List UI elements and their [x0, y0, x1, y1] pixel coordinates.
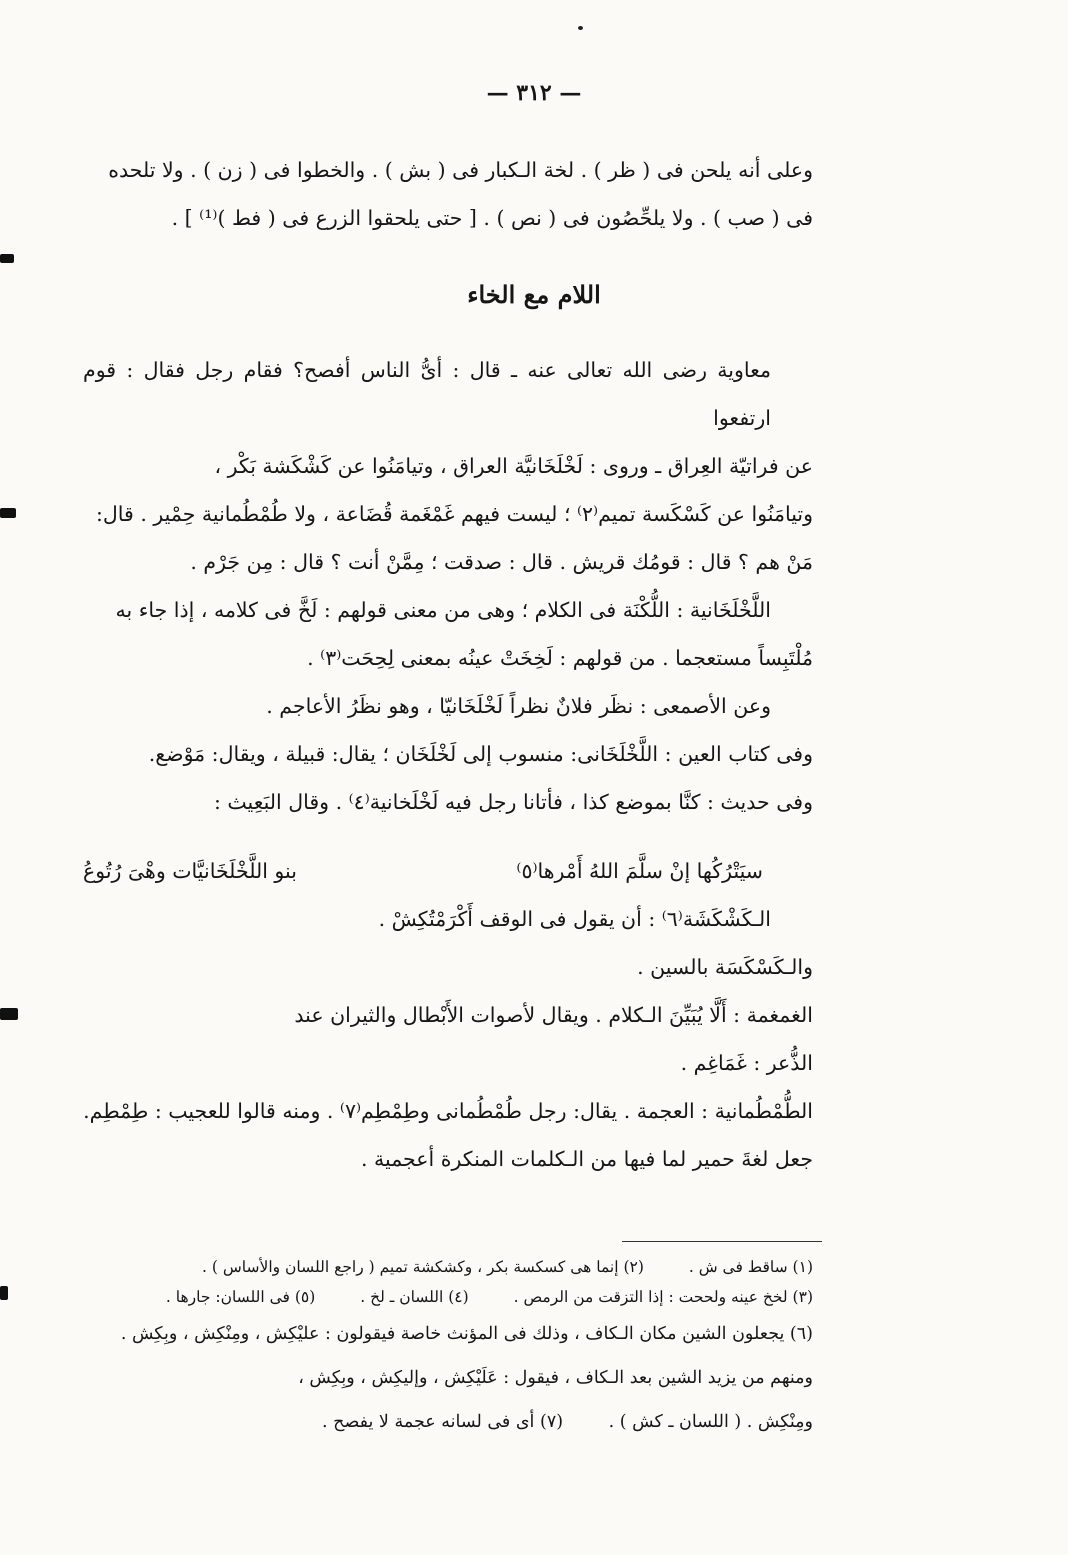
page-number: — ٣١٢ — [486, 80, 582, 106]
text-line: معاوية رضى الله تعالى عنه ـ قال : أىُّ الناس أفصح؟ فقام رجل فقال : قوم ارتفعوا [83, 358, 771, 430]
footnote-line [83, 1252, 813, 1282]
ink-speck [578, 26, 583, 30]
poem-second-hemistich: بنو اللَّخْلَخَانيَّات وهْىَ رُتُوعُ [83, 859, 297, 883]
footnote-line [83, 1282, 813, 1312]
continuation-text [83, 146, 813, 242]
main-text [83, 346, 813, 826]
footnote-5: (٥) فى اللسان: جارها . [165, 1288, 316, 1306]
footnote-6-line: (٦) يجعلون الشين مكان الـكاف ، وذلك فى المؤنث خاصة فيقولون : عليْكِش ، ومِنْكِش ، وبِكِش . [120, 1324, 813, 1344]
main-text-continued [83, 895, 813, 1183]
footnote-3: (٣) لخخ عينه ولححت : إذا التزقت من الرمص . [513, 1288, 813, 1306]
footnote-7: (٧) أى فى لسانه عجمة لا يفصح . [322, 1412, 564, 1432]
text-line: الطُّمْطُمانية : العجمة . يقال: رجل طُمْطُمانى وطِمْطِم⁽٧⁾ . ومنه قالوا للعجيب : طِمْطِم. [83, 1099, 813, 1123]
scan-edge-mark [0, 1286, 8, 1300]
text-line: والـكَسْكَسَة بالسين . [637, 955, 813, 979]
section-heading: اللام مع الخاء [467, 280, 601, 309]
text-line: جعل لغةَ حمير لما فيها من الـكلمات المنكرة أعجمية . [360, 1147, 813, 1171]
text-line: الذُّعر : غَمَاغِم . [680, 1051, 813, 1075]
poem-first-hemistich: سيَتْرُكُها إنْ سلَّمَ اللهُ أَمْرها⁽٥⁾ [516, 859, 763, 883]
footnotes [83, 1252, 813, 1444]
text-line: وعن الأصمعى : نظَر فلانٌ نظراً لَخْلَخَانيّا ، وهو نظَرُ الأعاجم . [266, 694, 771, 718]
text-line: الـكَشْكَشَة⁽٦⁾ : أن يقول فى الوقف أَكْرَمْتُكِشْ . [378, 907, 771, 931]
text-line: عن فراتيّة العِراق ـ وروى : لَخْلَخَانيَّة العراق ، وتيامَنُوا عن كَشْكَشة بَكْر ، [214, 454, 813, 478]
text-line: اللَّخْلَخَانية : اللُّكْنَة فى الكلام ؛ وهى من معنى قولهم : لَخَّ فى كلامه ، إذا جاء به [115, 598, 771, 622]
text-line: فى ( صب ) . ولا يلحِّصُون فى ( نص ) . [ حتى يلحقوا الزرع فى ( فط )⁽¹⁾ ] . [171, 206, 813, 230]
scan-edge-mark [0, 508, 16, 518]
text-line: مُلْتَبِساً مستعجما . من قولهم : لَخِخَتْ عينُه بمعنى لِحِحَت⁽٣⁾ . [307, 646, 813, 670]
poem-verse [83, 847, 813, 895]
footnote-6-line: ومنهم من يزيد الشين بعد الـكاف ، فيقول : عَلَيْكِش ، وإليكِش ، وبِكِش ، [298, 1368, 813, 1388]
footnote-6-end: ومِنْكِش . ( اللسان ـ كش ) . [608, 1412, 813, 1432]
footnote-2: (٢) إنما هى كسكسة بكر ، وكشكشة تميم ( راجع اللسان والأساس ) . [202, 1258, 644, 1276]
text-line: مَنْ هم ؟ قال : قومُك قريش . قال : صدقت ؛ مِمَّنْ أنت ؟ قال : مِن جَرْم . [190, 550, 813, 574]
scan-edge-mark [0, 254, 14, 263]
scan-edge-mark [0, 1008, 18, 1020]
footnote-4: (٤) اللسان ـ لخ . [360, 1288, 469, 1306]
footnote-1: (١) ساقط فى ش . [688, 1258, 813, 1276]
footnote-line [83, 1400, 813, 1444]
text-line: الغمغمة : أَلَّا يُبَيِّنَ الـكلام . ويقال لأصوات الأَبْطال والثيران عند [294, 1003, 813, 1027]
text-line: وتيامَنُوا عن كَسْكَسة تميم⁽٢⁾ ؛ ليست فيهم غَمْغَمة قُضَاعة ، ولا طُمْطُمانية حِمْير . قال: [95, 502, 813, 526]
text-line: وفى حديث : كنَّا بموضع كذا ، فأتانا رجل فيه لَخْلَخانية⁽٤⁾ . وقال البَعِيث : [213, 790, 813, 814]
footnote-divider [622, 1241, 822, 1242]
text-line: وفى كتاب العين : اللَّخْلَخَانى: منسوب إلى لَخْلَخَان ؛ يقال: قبيلة ، ويقال: مَوْضع. [148, 742, 813, 766]
text-line: وعلى أنه يلحن فى ( ظر ) . لخة الـكبار فى ( بش ) . والخطوا فى ( زن ) . ولا تلحده [108, 158, 813, 182]
